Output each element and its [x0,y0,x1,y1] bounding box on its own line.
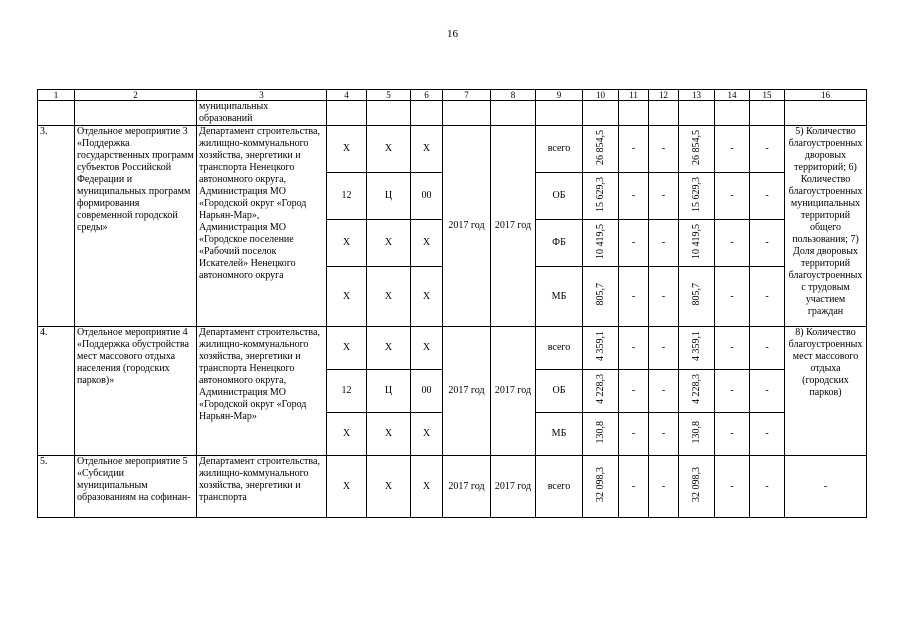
column-number-4: 4 [327,90,367,101]
amount-col10-text: 10 419,5 [594,223,606,259]
column-number-11: 11 [619,90,649,101]
column-number-7: 7 [443,90,491,101]
code-col5: Х [367,327,411,370]
value-col12: - [649,126,679,173]
code-col4: Х [327,456,367,518]
code-col5: Ц [367,173,411,220]
value-col11: - [619,456,649,518]
amount-col13-text: 32 098,3 [690,467,702,502]
value-col12: - [649,370,679,413]
code-col6: Х [411,456,443,518]
value-col11: - [619,173,649,220]
value-col12: - [649,413,679,456]
cont-cell-2 [75,101,197,126]
section-number: 3. [38,126,75,327]
target-indicator: - [785,456,867,518]
value-col11: - [619,267,649,327]
code-col6: 00 [411,173,443,220]
column-number-3: 3 [197,90,327,101]
table-row [38,327,867,370]
value-col15: - [750,267,785,327]
table-row [38,456,867,518]
column-number-12: 12 [649,90,679,101]
start-year: 2017 год [443,327,491,456]
funding-source: всего [536,327,583,370]
start-year: 2017 год [443,126,491,327]
column-number-15: 15 [750,90,785,101]
code-col5: Ц [367,370,411,413]
value-col15: - [750,413,785,456]
code-col6: Х [411,126,443,173]
funding-source: ОБ [536,370,583,413]
section-number: 4. [38,327,75,456]
amount-col13 [679,220,715,267]
program-table [37,89,867,518]
code-col6: Х [411,220,443,267]
value-col11: - [619,327,649,370]
target-indicator: 5) Количество благоустроенных дворовых территорий; 6) Количество благоустроенных муниципальных территорий общего пользования; 7) Доля дворовых территорий благоустроенных с трудовым участием граждан [785,126,867,327]
amount-col10 [583,126,619,173]
column-number-16: 16 [785,90,867,101]
value-col11: - [619,220,649,267]
funding-source: всего [536,456,583,518]
column-number-9: 9 [536,90,583,101]
amount-col13-text: 26 854,5 [690,129,702,165]
value-col12: - [649,220,679,267]
code-col5: Х [367,126,411,173]
amount-col10 [583,456,619,518]
amount-col13 [679,267,715,327]
end-year: 2017 год [491,126,536,327]
value-col12: - [649,173,679,220]
value-col11: - [619,126,649,173]
column-number-5: 5 [367,90,411,101]
column-number-14: 14 [715,90,750,101]
amount-col10 [583,370,619,413]
table-row [38,126,867,173]
page-number: 16 [447,28,458,40]
amount-col13 [679,456,715,518]
amount-col10-text: 4 359,1 [594,331,606,361]
amount-col10 [583,327,619,370]
value-col15: - [750,456,785,518]
measure-name: Отдельное мероприятие 3 «Поддержка государственных программ субъектов Российской Федерации и муниципальных программ формирования современной городской среды» [75,126,197,327]
amount-col13-text: 805,7 [690,283,702,306]
value-col12: - [649,267,679,327]
value-col15: - [750,126,785,173]
amount-col10 [583,173,619,220]
code-col5: Х [367,456,411,518]
amount-col10 [583,220,619,267]
value-col14: - [715,220,750,267]
code-col4: Х [327,413,367,456]
value-col11: - [619,413,649,456]
value-col15: - [750,220,785,267]
amount-col10-text: 805,7 [594,283,606,306]
column-number-8: 8 [491,90,536,101]
amount-col13-text: 4 228,3 [690,374,702,404]
executor: Департамент строительства, жилищно-коммунального хозяйства, энергетики и транспорта Ненецкого автономного округа, Администрация МО «Городской округ «Город Нарьян-Мар», Администрация МО «Городское поселение «Рабочий поселок Искателей» Ненецкого автономного округа [197,126,327,327]
measure-name: Отдельное мероприятие 5 «Субсидии муниципальным образованиям на софинан- [75,456,197,518]
funding-source: МБ [536,413,583,456]
value-col15: - [750,327,785,370]
amount-col13 [679,327,715,370]
amount-col13-text: 10 419,5 [690,223,702,259]
funding-source: ОБ [536,173,583,220]
column-number-10: 10 [583,90,619,101]
measure-name: Отдельное мероприятие 4 «Поддержка обустройства мест массового отдыха населения (городских парков)» [75,327,197,456]
amount-col13 [679,370,715,413]
amount-col10-text: 15 629,3 [594,176,606,212]
column-number-2: 2 [75,90,197,101]
funding-source: ФБ [536,220,583,267]
funding-source: МБ [536,267,583,327]
code-col6: Х [411,413,443,456]
value-col14: - [715,173,750,220]
code-col5: Х [367,220,411,267]
amount-col13-text: 4 359,1 [690,331,702,361]
amount-col13 [679,173,715,220]
start-year: 2017 год [443,456,491,518]
amount-col10-text: 26 854,5 [594,129,606,165]
value-col14: - [715,327,750,370]
amount-col10-text: 4 228,3 [594,374,606,404]
continuation-row [38,101,867,126]
code-col4: Х [327,267,367,327]
value-col14: - [715,370,750,413]
value-col15: - [750,370,785,413]
code-col4: Х [327,126,367,173]
column-number-1: 1 [38,90,75,101]
amount-col13 [679,413,715,456]
code-col5: Х [367,413,411,456]
cont-cell-1 [38,101,75,126]
continuation-text: муниципальных образований [197,101,327,126]
amount-col10 [583,267,619,327]
amount-col13-text: 130,8 [690,420,702,444]
value-col12: - [649,327,679,370]
amount-col10-text: 32 098,3 [594,467,606,502]
code-col4: Х [327,220,367,267]
value-col14: - [715,267,750,327]
value-col15: - [750,173,785,220]
code-col5: Х [367,267,411,327]
value-col14: - [715,413,750,456]
column-number-13: 13 [679,90,715,101]
value-col14: - [715,126,750,173]
code-col6: Х [411,267,443,327]
executor: Департамент строительства, жилищно-коммунального хозяйства, энергетики и транспорта [197,456,327,518]
code-col6: 00 [411,370,443,413]
amount-col13-text: 15 629,3 [690,176,702,212]
column-number-row [38,90,867,101]
code-col4: 12 [327,173,367,220]
value-col12: - [649,456,679,518]
value-col11: - [619,370,649,413]
code-col6: Х [411,327,443,370]
amount-col13 [679,126,715,173]
amount-col10 [583,413,619,456]
end-year: 2017 год [491,327,536,456]
end-year: 2017 год [491,456,536,518]
funding-source: всего [536,126,583,173]
amount-col10-text: 130,8 [594,420,606,444]
target-indicator: 8) Количество благоустроенных мест массового отдыха (городских парков) [785,327,867,456]
section-number: 5. [38,456,75,518]
value-col14: - [715,456,750,518]
column-number-6: 6 [411,90,443,101]
code-col4: Х [327,327,367,370]
code-col4: 12 [327,370,367,413]
executor: Департамент строительства, жилищно-коммунального хозяйства, энергетики и транспорта Ненецкого автономного округа, Администрация МО «Городской округ «Город Нарьян-Мар» [197,327,327,456]
